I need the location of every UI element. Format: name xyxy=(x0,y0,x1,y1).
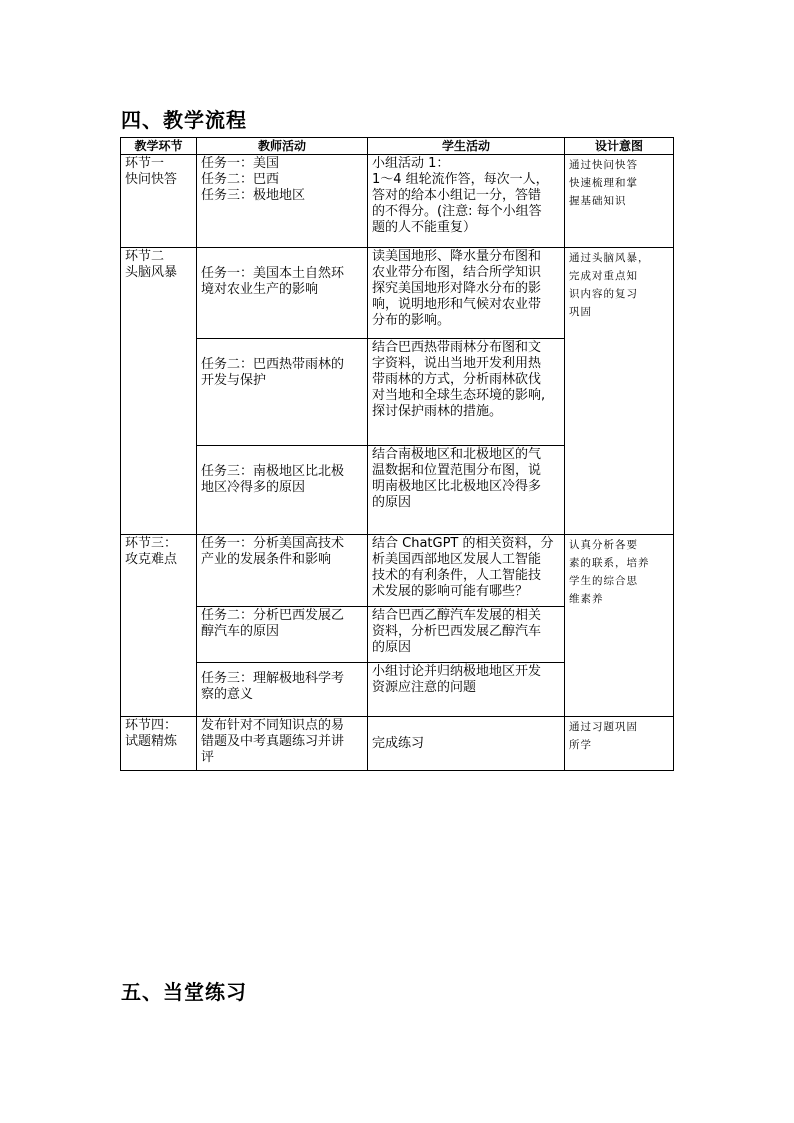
section-title-teaching-process: 四、教学流程 xyxy=(121,108,247,132)
student-activity-cell: 小组讨论并归纳极地地区开发 资源应注意的问题 xyxy=(368,663,565,717)
student-activity-cell: 完成练习 xyxy=(368,717,565,771)
section-title-in-class-exercise: 五、当堂练习 xyxy=(121,980,247,1004)
student-activity-cell: 结合 ChatGPT 的相关资料，分 析美国西部地区发展人工智能 技术的有利条件，人工智能技 术发展的影响可能有哪些？ xyxy=(368,535,565,607)
table-row xyxy=(121,248,674,339)
teacher-activity-cell: 任务三：理解极地科学考 察的意义 xyxy=(197,663,368,717)
design-intent-cell: 通过快问快答 快速梳理和掌 握基础知识 xyxy=(565,155,674,248)
stage-cell: 环节四： 试题精炼 xyxy=(121,717,197,771)
table-header-row xyxy=(121,138,674,155)
header-student-activity: 学生活动 xyxy=(368,138,565,155)
header-teacher-activity: 教师活动 xyxy=(197,138,368,155)
teacher-activity-cell: 任务一：美国本土自然环 境对农业生产的影响 xyxy=(197,248,368,339)
teaching-process-table xyxy=(120,137,674,771)
table-row xyxy=(121,717,674,771)
student-activity-cell: 结合巴西乙醇汽车发展的相关 资料，分析巴西发展乙醇汽车 的原因 xyxy=(368,607,565,663)
design-intent-cell: 通过习题巩固 所学 xyxy=(565,717,674,771)
teacher-activity-cell: 任务一：分析美国高技术 产业的发展条件和影响 xyxy=(197,535,368,607)
teacher-activity-cell: 任务一：美国 任务二：巴西 任务三：极地地区 xyxy=(197,155,368,248)
student-activity-cell: 结合南极地区和北极地区的气 温数据和位置范围分布图，说 明南极地区比北极地区冷得多 的原因 xyxy=(368,446,565,535)
header-design-intent: 设计意图 xyxy=(565,138,674,155)
stage-cell: 环节一 快问快答 xyxy=(121,155,197,248)
stage-cell: 环节三： 攻克难点 xyxy=(121,535,197,717)
teacher-activity-cell: 任务二：分析巴西发展乙 醇汽车的原因 xyxy=(197,607,368,663)
stage-cell: 环节二 头脑风暴 xyxy=(121,248,197,535)
student-activity-cell: 小组活动 1： 1～4 组轮流作答，每次一人， 答对的给本小组记一分，答错 的不得分。(注意: 每个小组答 题的人不能重复） xyxy=(368,155,565,248)
design-intent-cell: 认真分析各要 素的联系，培养 学生的综合思 维素养 xyxy=(565,535,674,717)
design-intent-cell: 通过头脑风暴， 完成对重点知 识内容的复习 巩固 xyxy=(565,248,674,535)
teacher-activity-cell: 任务二：巴西热带雨林的 开发与保护 xyxy=(197,339,368,446)
table-row xyxy=(121,535,674,607)
teacher-activity-cell: 发布针对不同知识点的易 错题及中考真题练习并讲 评 xyxy=(197,717,368,771)
student-activity-cell: 结合巴西热带雨林分布图和文 字资料，说出当地开发利用热 带雨林的方式，分析雨林砍伐 对当地和全球生态环境的影响, 探讨保护雨林的措施。 xyxy=(368,339,565,446)
header-stage: 教学环节 xyxy=(121,138,197,155)
student-activity-cell: 读美国地形、降水量分布图和 农业带分布图，结合所学知识 探究美国地形对降水分布的影 响，说明地形和气候对农业带 分布的影响。 xyxy=(368,248,565,339)
teacher-activity-cell: 任务三：南极地区比北极 地区冷得多的原因 xyxy=(197,446,368,535)
table-row xyxy=(121,155,674,248)
